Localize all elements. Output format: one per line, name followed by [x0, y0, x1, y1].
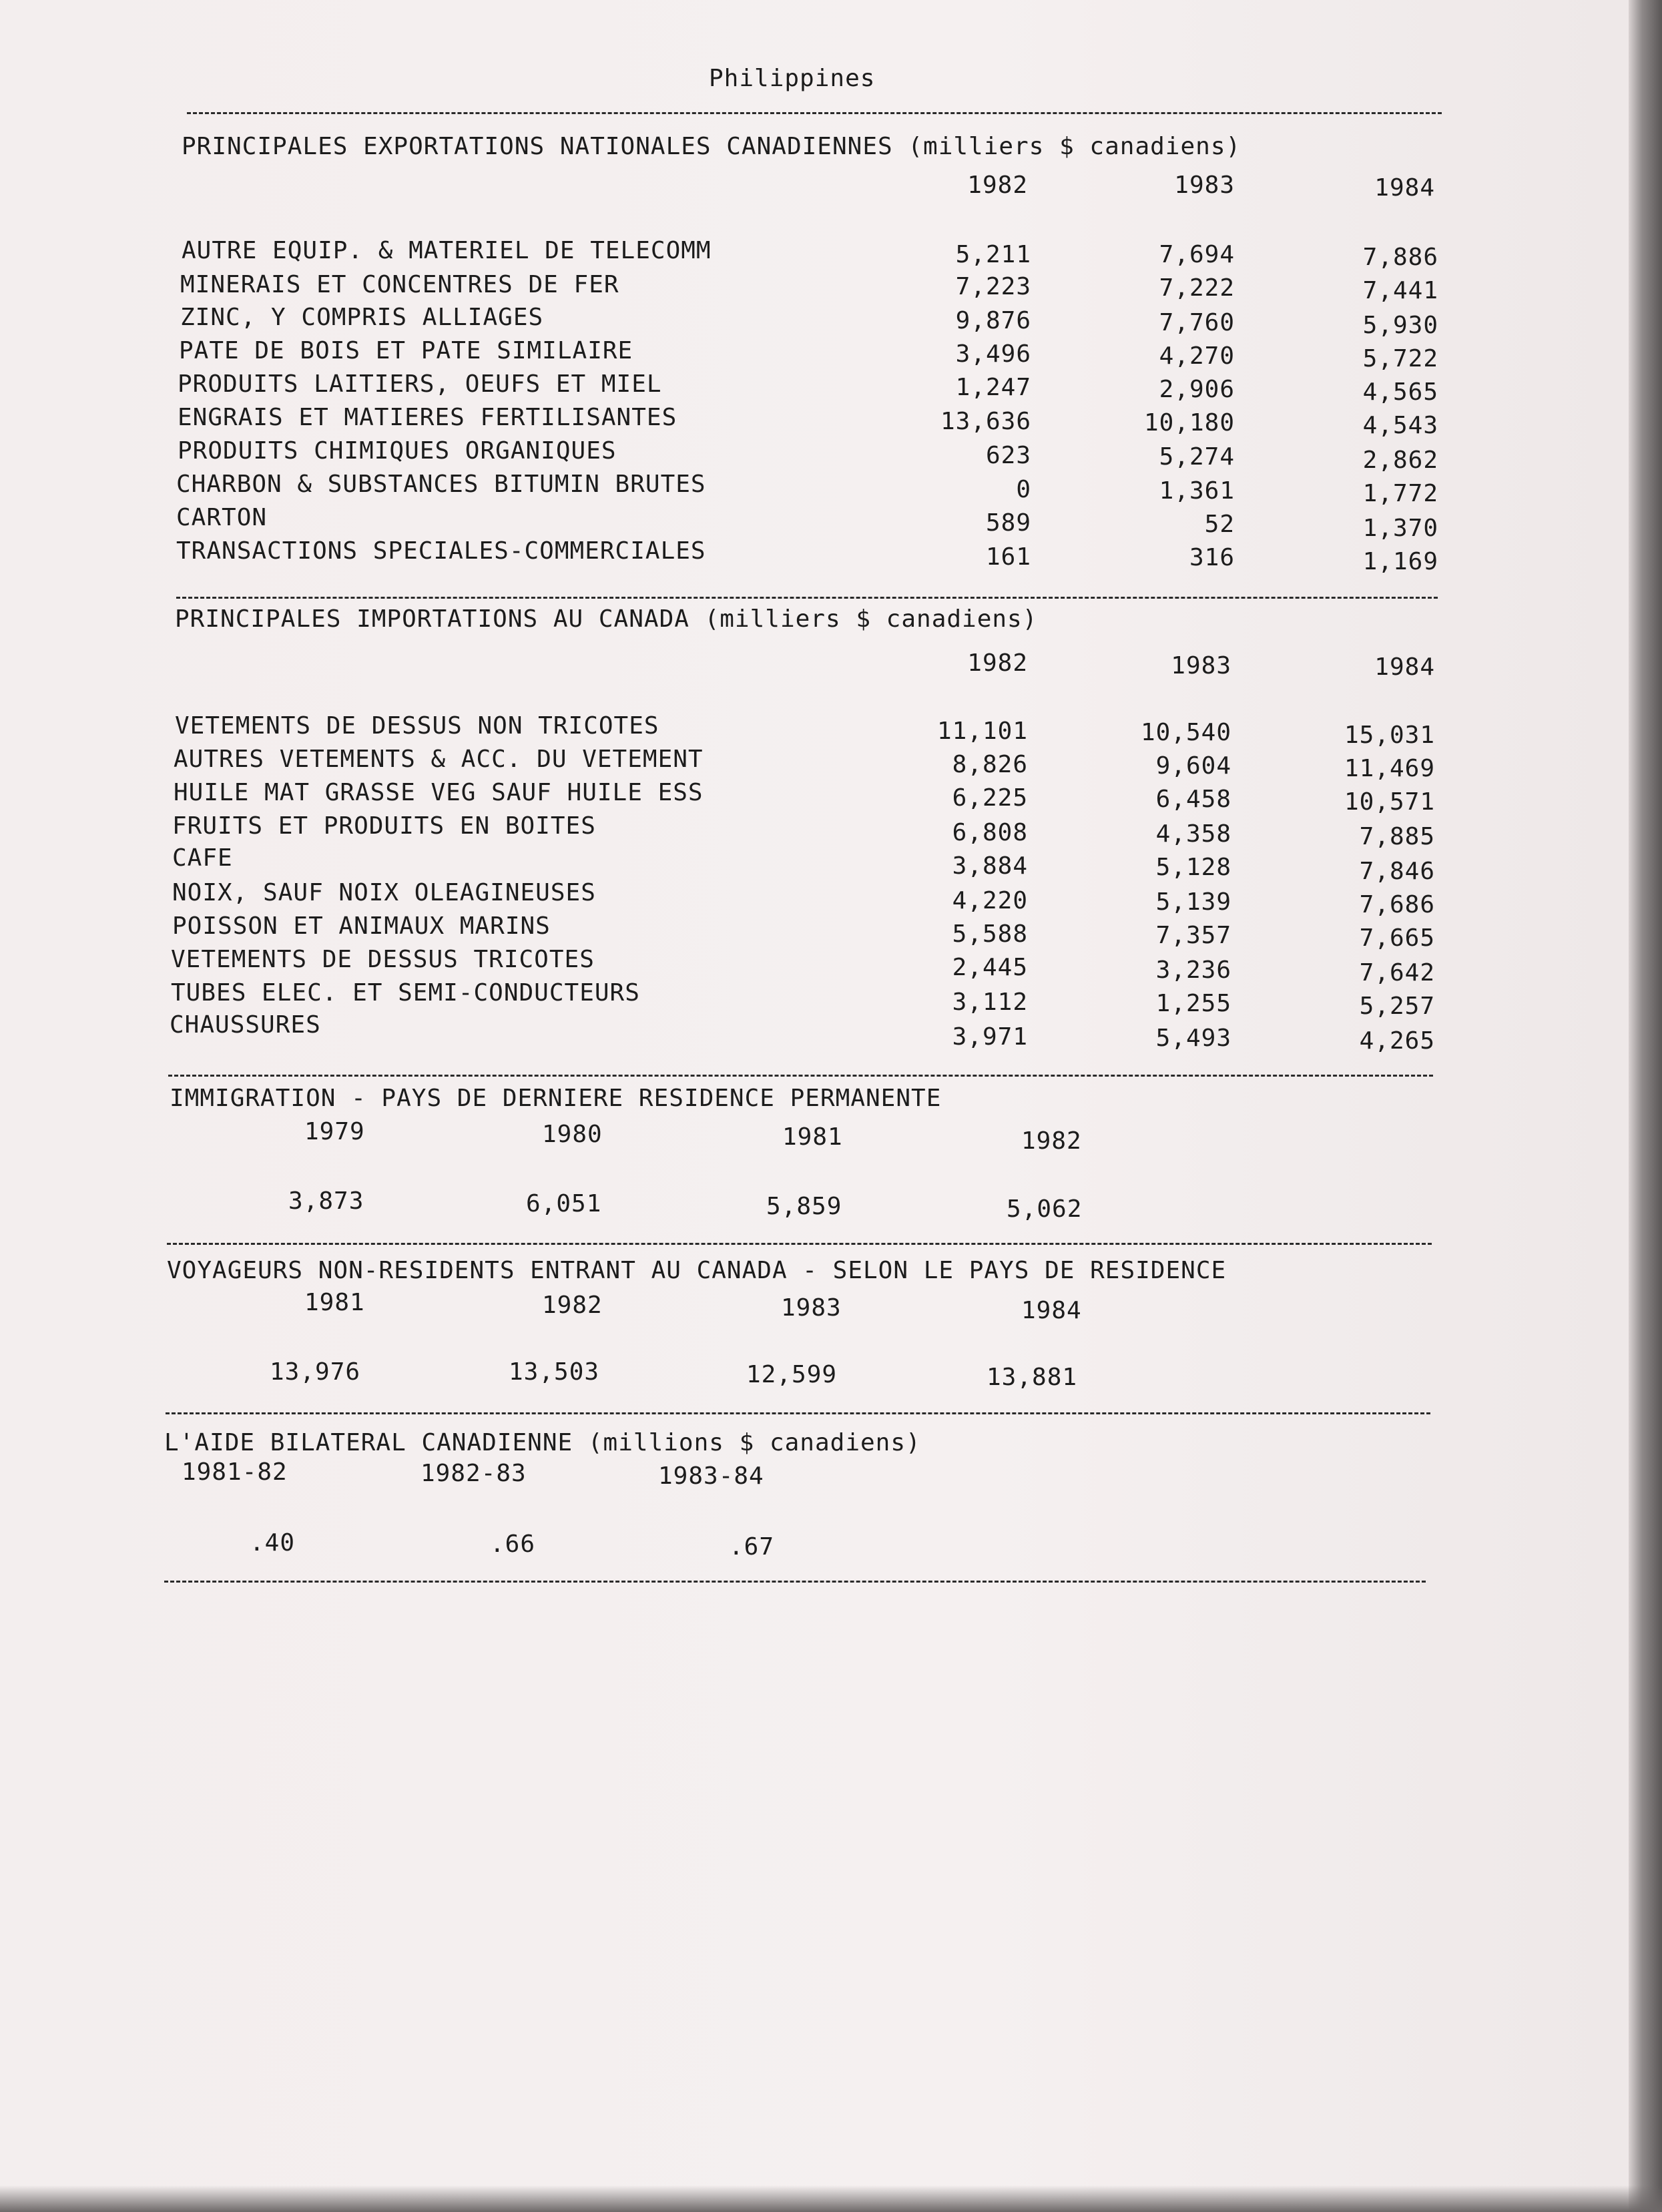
exports-year-header: 1983 [1174, 172, 1235, 199]
visitors-year: 1981 [304, 1289, 365, 1316]
immigration-value: 5,062 [1007, 1195, 1083, 1223]
row-value: 3,236 [1155, 956, 1231, 984]
visitors-year: 1984 [1021, 1297, 1082, 1324]
row-value: 5,493 [1155, 1025, 1231, 1052]
row-value: 7,441 [1362, 277, 1438, 304]
row-label: PATE DE BOIS ET PATE SIMILAIRE [179, 337, 633, 364]
row-value: 5,139 [1155, 888, 1231, 916]
row-value: 5,930 [1362, 312, 1438, 339]
row-value: 0 [1016, 476, 1031, 503]
visitors-section-title: VOYAGEURS NON-RESIDENTS ENTRANT AU CANADA - SELON LE PAYS DE RESIDENCE [167, 1257, 1227, 1284]
row-value: 161 [985, 543, 1031, 571]
row-value: 2,906 [1159, 376, 1235, 403]
row-value: 3,971 [952, 1023, 1028, 1051]
immigration-year: 1979 [304, 1118, 365, 1145]
row-label: CHARBON & SUBSTANCES BITUMIN BRUTES [176, 471, 706, 498]
immigration-value: 3,873 [288, 1187, 364, 1215]
row-value: 11,469 [1344, 755, 1435, 782]
imports-year-header: 1982 [967, 649, 1028, 677]
row-label: VETEMENTS DE DESSUS NON TRICOTES [175, 712, 659, 740]
row-value: 9,604 [1155, 752, 1231, 780]
imports-year-header: 1984 [1374, 653, 1435, 681]
row-value: 7,223 [955, 273, 1031, 300]
row-value: 13,636 [940, 408, 1031, 435]
row-value: 7,694 [1159, 241, 1235, 268]
row-label: POISSON ET ANIMAUX MARINS [172, 912, 551, 940]
row-label: ZINC, Y COMPRIS ALLIAGES [180, 304, 544, 331]
row-label: FRUITS ET PRODUITS EN BOITES [172, 812, 596, 840]
exports-year-header: 1982 [967, 172, 1028, 199]
row-label: MINERAIS ET CONCENTRES DE FER [180, 271, 619, 298]
row-value: 1,370 [1362, 515, 1438, 542]
imports-section-title: PRINCIPALES IMPORTATIONS AU CANADA (milliers $ canadiens) [175, 605, 1038, 633]
page-edge-shadow [1629, 0, 1662, 2212]
row-label: AUTRES VETEMENTS & ACC. DU VETEMENT [174, 746, 704, 773]
row-label: VETEMENTS DE DESSUS TRICOTES [171, 946, 595, 973]
row-value: 4,565 [1362, 378, 1438, 406]
aid-value: .40 [250, 1529, 296, 1557]
row-value: 10,571 [1344, 788, 1435, 816]
row-label: HUILE MAT GRASSE VEG SAUF HUILE ESS [174, 779, 704, 806]
row-value: 1,247 [955, 374, 1031, 401]
immigration-value: 6,051 [526, 1190, 602, 1217]
row-value: 1,169 [1362, 548, 1438, 575]
row-value: 7,760 [1159, 309, 1235, 336]
visitors-year: 1982 [542, 1292, 603, 1319]
row-value: 7,222 [1159, 274, 1235, 302]
row-label: PRODUITS CHIMIQUES ORGANIQUES [178, 437, 617, 465]
row-value: 1,772 [1362, 480, 1438, 507]
row-value: 6,458 [1155, 786, 1231, 813]
row-value: 6,225 [952, 784, 1028, 812]
row-value: 589 [985, 509, 1031, 537]
row-label: PRODUITS LAITIERS, OEUFS ET MIEL [178, 370, 662, 398]
row-value: 11,101 [936, 718, 1028, 745]
row-value: 5,274 [1159, 443, 1235, 471]
immigration-section-title: IMMIGRATION - PAYS DE DERNIERE RESIDENCE PERMANENTE [170, 1085, 942, 1112]
immigration-year: 1980 [542, 1121, 603, 1148]
row-value: 3,884 [952, 852, 1028, 880]
exports-section-title: PRINCIPALES EXPORTATIONS NATIONALES CANADIENNES (milliers $ canadiens) [182, 133, 1241, 160]
divider [164, 1581, 1426, 1583]
visitors-value: 12,599 [746, 1361, 838, 1388]
visitors-value: 13,503 [509, 1358, 600, 1386]
row-value: 52 [1204, 511, 1235, 538]
row-value: 7,665 [1359, 924, 1435, 952]
row-value: 316 [1189, 544, 1235, 571]
row-label: CAFE [172, 844, 233, 872]
row-label: CHAUSSURES [170, 1011, 321, 1039]
immigration-value: 5,859 [766, 1193, 842, 1220]
row-value: 10,540 [1140, 719, 1231, 746]
immigration-year: 1982 [1021, 1127, 1082, 1155]
row-value: 5,128 [1155, 854, 1231, 881]
page-bottom-shadow [0, 2185, 1662, 2212]
row-value: 1,255 [1155, 990, 1231, 1017]
visitors-year: 1983 [781, 1294, 842, 1322]
immigration-year: 1981 [782, 1123, 843, 1151]
row-label: ENGRAIS ET MATIERES FERTILISANTES [178, 404, 677, 431]
aid-section-title: L'AIDE BILATERAL CANADIENNE (millions $ canadiens) [164, 1429, 921, 1456]
row-value: 4,358 [1155, 820, 1231, 848]
row-value: 7,686 [1359, 891, 1435, 918]
row-label: NOIX, SAUF NOIX OLEAGINEUSES [172, 879, 596, 906]
divider [176, 597, 1438, 599]
divider [166, 1412, 1430, 1414]
row-label: AUTRE EQUIP. & MATERIEL DE TELECOMM [182, 237, 712, 264]
row-value: 6,808 [952, 819, 1028, 846]
row-label: TUBES ELEC. ET SEMI-CONDUCTEURS [171, 979, 640, 1007]
visitors-value: 13,976 [270, 1358, 361, 1386]
row-label: TRANSACTIONS SPECIALES-COMMERCIALES [176, 537, 706, 565]
row-value: 4,265 [1359, 1027, 1435, 1055]
row-value: 1,361 [1159, 477, 1235, 505]
row-value: 5,722 [1362, 345, 1438, 372]
row-value: 623 [985, 442, 1031, 469]
row-value: 3,496 [955, 340, 1031, 368]
aid-year: 1982-83 [421, 1460, 527, 1487]
exports-year-header: 1984 [1374, 174, 1435, 202]
row-label: CARTON [176, 504, 268, 531]
row-value: 7,846 [1359, 858, 1435, 885]
aid-value: .67 [729, 1533, 775, 1561]
row-value: 4,543 [1362, 412, 1438, 439]
row-value: 2,862 [1362, 447, 1438, 474]
aid-value: .66 [490, 1531, 536, 1558]
divider [187, 112, 1442, 114]
row-value: 4,220 [952, 887, 1028, 914]
row-value: 7,357 [1155, 922, 1231, 949]
row-value: 7,885 [1359, 823, 1435, 850]
divider [168, 1075, 1433, 1077]
row-value: 8,826 [952, 751, 1028, 778]
row-value: 7,886 [1362, 244, 1438, 271]
row-value: 5,211 [955, 241, 1031, 268]
aid-year: 1981-82 [182, 1458, 288, 1486]
row-value: 2,445 [952, 954, 1028, 981]
divider [167, 1243, 1432, 1245]
imports-year-header: 1983 [1171, 652, 1231, 679]
row-value: 15,031 [1344, 722, 1435, 749]
row-value: 7,642 [1359, 959, 1435, 987]
aid-year: 1983-84 [658, 1462, 764, 1490]
row-value: 4,270 [1159, 342, 1235, 370]
row-value: 10,180 [1143, 409, 1235, 437]
row-value: 5,257 [1359, 993, 1435, 1020]
row-value: 5,588 [952, 920, 1028, 948]
page-title: Philippines [709, 65, 876, 92]
row-value: 9,876 [955, 307, 1031, 334]
visitors-value: 13,881 [987, 1364, 1078, 1391]
row-value: 3,112 [952, 989, 1028, 1016]
